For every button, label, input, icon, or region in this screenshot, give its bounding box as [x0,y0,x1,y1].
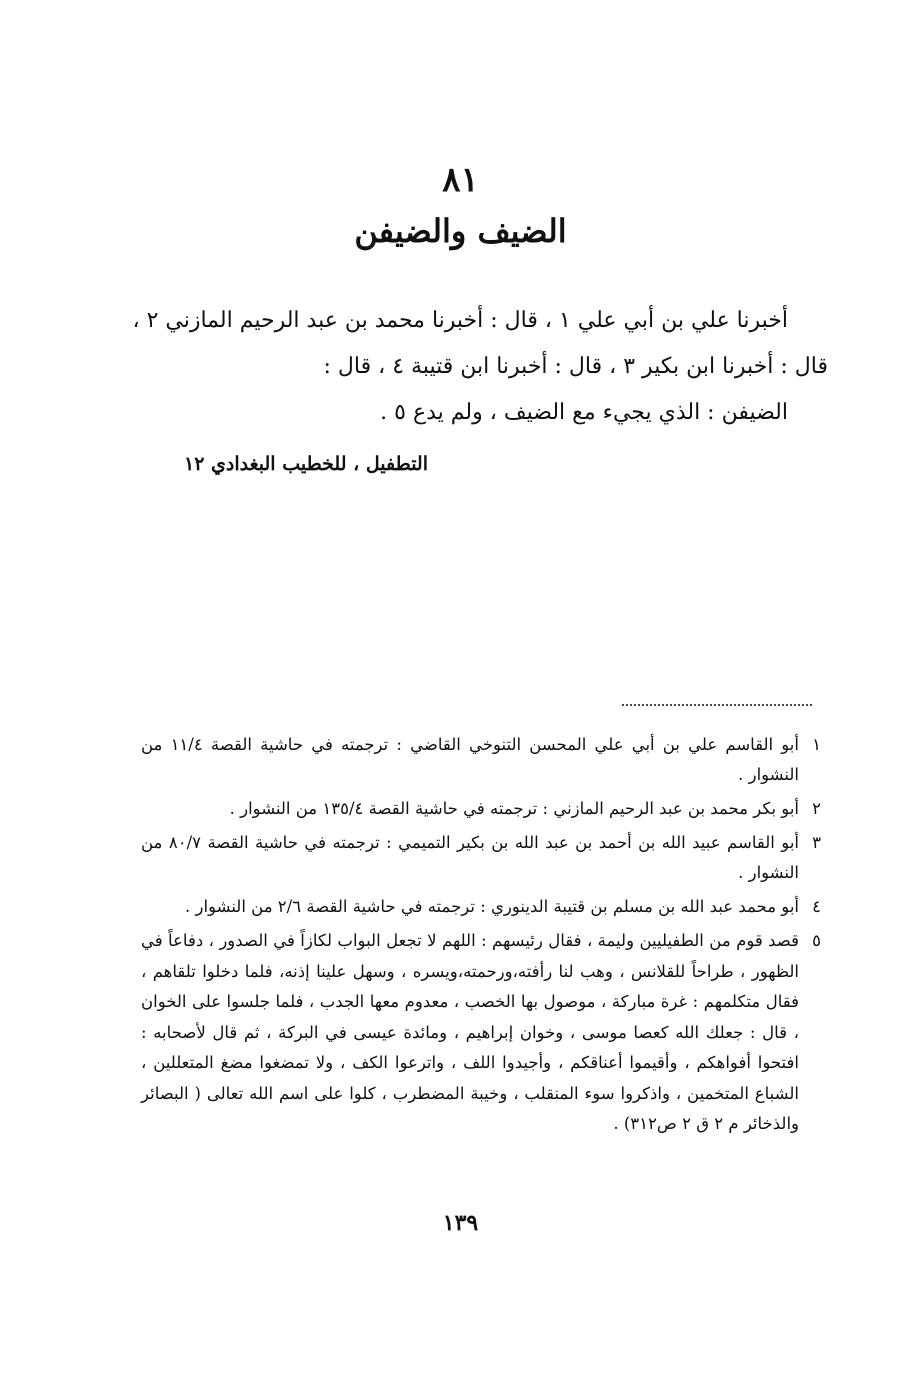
footnotes [141,730,821,1144]
footnote-text: أبو بكر محمد بن عبد الرحيم المازني : ترجمته في حاشية القصة ١٣٥/٤ من النشوار . [229,799,799,818]
footnote-number: ٣ [812,833,821,852]
footnote-text: أبو القاسم عبيد الله بن أحمد بن عبد الله بن بكير التميمي : ترجمته في حاشية القصة ٨٠/٧ من النشوار . [141,833,799,882]
footnote-1 [141,730,821,790]
footnote-number: ٤ [812,897,821,916]
footnote-number: ٢ [812,799,821,818]
footnote-number: ٥ [812,931,821,950]
footnote-text: قصد قوم من الطفيليين وليمة ، فقال رئيسهم : اللهم لا تجعل البواب لكازاً في الصدور ، دفاعاً في الظهور ، طراحاً للقلانس ، وهب لنا رأفته،ورحمته،ويسره ، وسهل علينا إذنه، فلما دخلوا تلقاهم ، فقال متكلمهم : غرة مباركة ، موصول بها الخصب ، معدوم معها الجدب ، فلما جلسوا على الخوان ، قال : جعلك الله كعصا موسى ، وخوان إبراهيم ، ومائدة عيسى في البركة ، ثم قال لأصحابه : افتحوا أفواهكم ، وأقيموا أعناقكم ، وأجيدوا اللف ، واترعوا الكف ، ولا تمضغوا مضغ المتعللين ، الشباع المتخمين ، واذكروا سوء المنقلب ، وخيبة المضطرب ، كلوا على اسم الله تعالى ( البصائر والذخائر م ٢ ق ٢ ص٣١٢) . [141,931,799,1133]
footnote-4 [141,892,821,922]
footnote-text: أبو محمد عبد الله بن مسلم بن قتيبة الدينوري : ترجمته في حاشية القصة ٢/٦ من النشوار . [185,897,799,916]
footnote-5 [141,926,821,1140]
body-line-1: أخبرنا علي بن أبي علي ١ ، قال : أخبرنا محمد بن عبد الرحيم المازني ٢ ، [132,308,788,333]
source-citation: التطفيل ، للخطيب البغدادي ١٢ [183,453,428,475]
footnote-text: أبو القاسم علي بن أبي علي المحسن التنوخي القاضي : ترجمته في حاشية القصة ١١/٤ من النشوار . [141,735,799,784]
footnote-3 [141,828,821,888]
footnote-number: ١ [812,735,821,754]
story-body [108,298,828,436]
footnote-2 [141,794,821,824]
footnote-divider [622,704,812,706]
body-line-3: الضيفن : الذي يجيء مع الضيف ، ولم يدع ٥ . [380,400,788,425]
story-title: الضيف والضيفن [354,212,567,250]
body-line-2: قال : أخبرنا ابن بكير ٣ ، قال : أخبرنا ابن قتيبة ٤ ، قال : [323,354,828,379]
story-number: ٨١ [442,160,479,200]
page-number: ١٣٩ [442,1210,479,1236]
